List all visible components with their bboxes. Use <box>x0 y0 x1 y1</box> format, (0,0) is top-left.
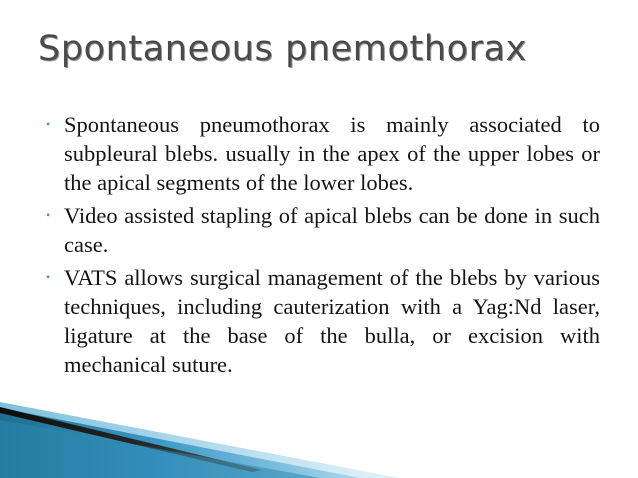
bullet-marker: • <box>46 117 51 131</box>
bullet-list <box>46 110 600 383</box>
bullet-text: VATS allows surgical management of the blebs by various techniques, including cauterization with a Yag:Nd laser, ligature at the base of the bulla, or excision with mechanical suture. <box>64 265 600 377</box>
bullet-text: Video assisted stapling of apical blebs can be done in such case. <box>64 203 600 257</box>
bullet-marker: • <box>46 208 51 222</box>
corner-swoosh-decoration <box>0 398 400 478</box>
bullet-item <box>46 110 600 197</box>
bullet-item <box>46 263 600 379</box>
bullet-text: Spontaneous pneumothorax is mainly associated to subpleural blebs. usually in the apex of the upper lobes or the apical segments of the lower lobes. <box>64 112 600 195</box>
bullet-item <box>46 201 600 259</box>
slide-title: Spontaneous pnemothorax <box>38 29 527 69</box>
bullet-marker: • <box>46 270 51 284</box>
